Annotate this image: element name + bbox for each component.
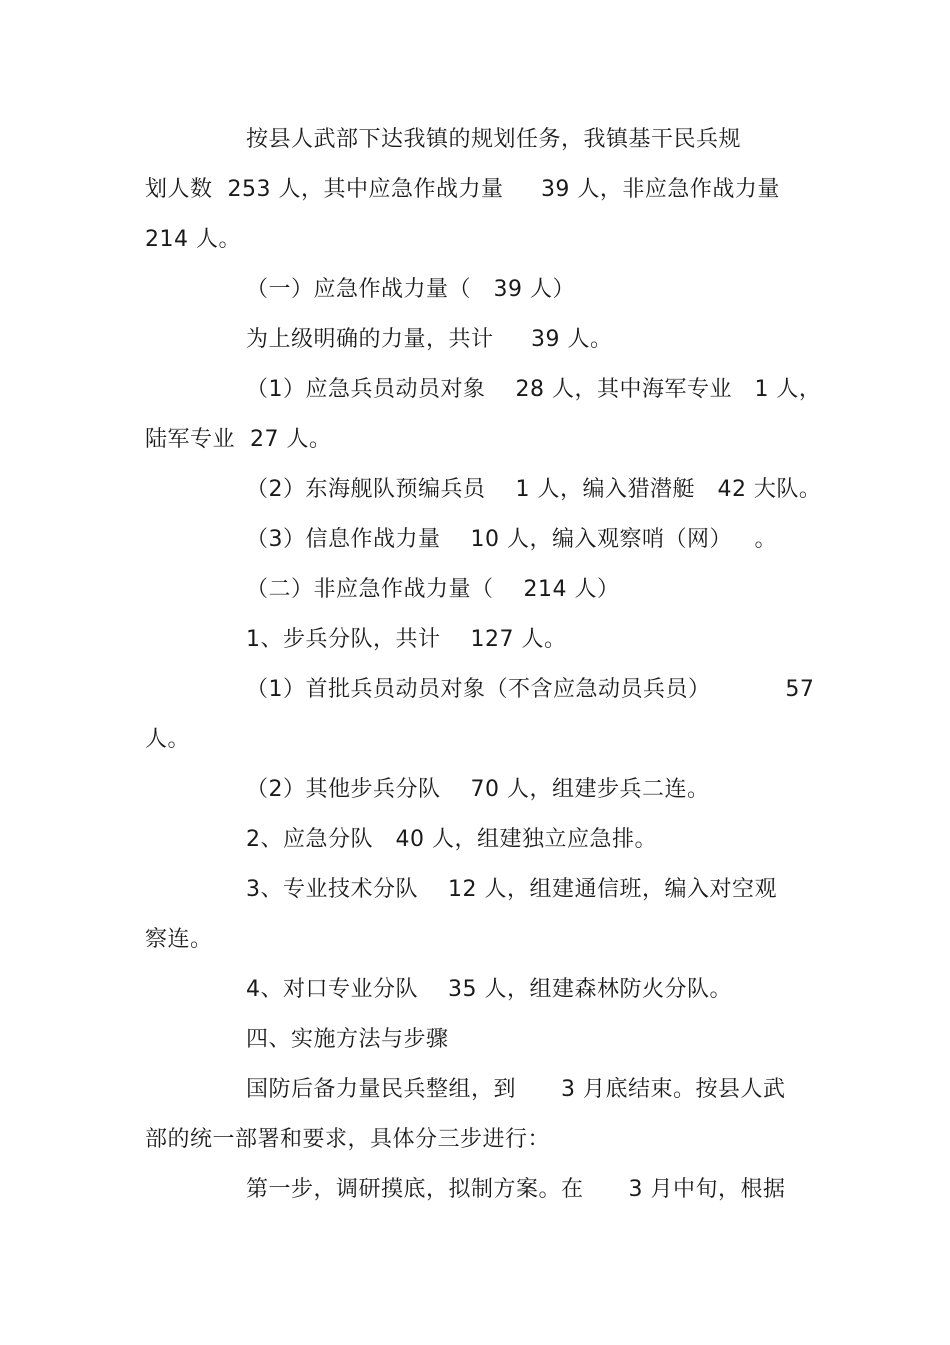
section-heading: （一）应急作战力量（ 39 人） xyxy=(246,277,575,302)
paragraph-line: 划人数 253 人，其中应急作战力量 39 人，非应急作战力量 xyxy=(145,177,780,202)
list-item-line: （1）应急兵员动员对象 28 人，其中海军专业 1 人， xyxy=(246,377,822,402)
paragraph-line: 按县人武部下达我镇的规划任务，我镇基干民兵规 xyxy=(246,127,742,152)
paragraph-line: 为上级明确的力量，共计 39 人。 xyxy=(246,327,613,352)
paragraph-line: 第一步，调研摸底，拟制方案。在 3 月中旬，根据 xyxy=(246,1177,786,1202)
list-item-line: （1）首批兵员动员对象（不含应急动员兵员） 57 xyxy=(246,677,815,702)
paragraph-line: 214 人。 xyxy=(145,227,241,252)
section-heading: 四、实施方法与步骤 xyxy=(246,1027,449,1052)
list-item-line: 2、应急分队 40 人，组建独立应急排。 xyxy=(246,827,657,852)
list-item-line: 1、步兵分队，共计 127 人。 xyxy=(246,627,567,652)
list-item-line: 察连。 xyxy=(145,927,213,952)
list-item-line: （2）东海舰队预编兵员 1 人，编入猎潜艇 42 大队。 xyxy=(246,477,822,502)
list-item-line: 4、对口专业分队 35 人，组建森林防火分队。 xyxy=(246,977,732,1002)
paragraph-line: 国防后备力量民兵整组，到 3 月底结束。按县人武 xyxy=(246,1077,786,1102)
paragraph-line: 部的统一部署和要求，具体分三步进行： xyxy=(145,1127,551,1152)
section-heading: （二）非应急作战力量（ 214 人） xyxy=(246,577,620,602)
list-item-line: （2）其他步兵分队 70 人，组建步兵二连。 xyxy=(246,777,710,802)
list-item-line: （3）信息作战力量 10 人，编入观察哨（网） 。 xyxy=(246,527,777,552)
list-item-line: 人。 xyxy=(145,727,191,752)
list-item-line: 3、专业技术分队 12 人，组建通信班，编入对空观 xyxy=(246,877,777,902)
list-item-line: 陆军专业 27 人。 xyxy=(145,427,332,452)
